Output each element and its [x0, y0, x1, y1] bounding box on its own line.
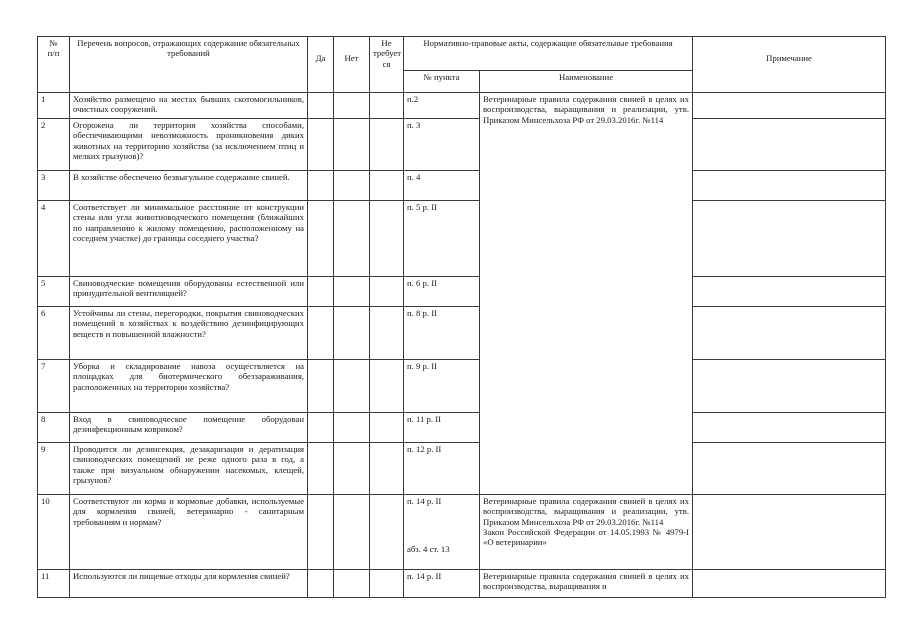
table-row	[38, 171, 886, 201]
answer-yes-cell[interactable]	[308, 93, 334, 119]
checklist-table	[37, 36, 886, 598]
row-num: 4	[38, 201, 70, 277]
table-row	[38, 201, 886, 277]
row-question: Хозяйство размещено на местах бывших скотомогильников, очистных сооружений.	[70, 93, 308, 119]
note-cell[interactable]	[693, 307, 886, 360]
act-name-vet-rules: Ветеринарные правила содержания свиней в целях их воспроизводства, выращивания и реализации, утв. Приказом Минсельхоза РФ от 29.03.2016г. №114	[483, 496, 689, 527]
act-name-cell: Ветеринарные правила содержания свиней в целях их воспроизводства, выращивания и	[480, 570, 693, 598]
act-name-cell: Ветеринарные правила содержания свиней в целях их воспроизводства, выращивания и реализации, утв. Приказом Минсельхоза РФ от 29.03.2016г. №114	[480, 93, 693, 495]
answer-not-required-cell[interactable]	[370, 443, 404, 495]
row-question: Проводится ли дезинсекция, дезакаризация и дератизация свиноводческих помещений не реже одного раза в год, а также при визуальном обнаружении насекомых, клещей, грызунов?	[70, 443, 308, 495]
row-point: п.2	[404, 93, 480, 119]
row-num: 6	[38, 307, 70, 360]
answer-yes-cell[interactable]	[308, 119, 334, 171]
answer-no-cell[interactable]	[334, 201, 370, 277]
header-row	[38, 37, 886, 71]
row-num: 1	[38, 93, 70, 119]
answer-not-required-cell[interactable]	[370, 307, 404, 360]
answer-yes-cell[interactable]	[308, 171, 334, 201]
row-num: 3	[38, 171, 70, 201]
table-row	[38, 495, 886, 570]
row-point: п. 3	[404, 119, 480, 171]
row-point: п. 12 р. II	[404, 443, 480, 495]
answer-not-required-cell[interactable]	[370, 570, 404, 598]
table-row	[38, 570, 886, 598]
note-cell[interactable]	[693, 277, 886, 307]
row-num: 2	[38, 119, 70, 171]
answer-no-cell[interactable]	[334, 93, 370, 119]
row-num: 11	[38, 570, 70, 598]
header-question: Перечень вопросов, отражающих содержание обязательных требований	[70, 37, 308, 93]
answer-not-required-cell[interactable]	[370, 360, 404, 413]
answer-no-cell[interactable]	[334, 570, 370, 598]
row-num: 7	[38, 360, 70, 413]
header-acts: Нормативно-правовые акты, содержащие обязательные требования	[404, 37, 693, 71]
row-question: Используются ли пищевые отходы для кормления свиней?	[70, 570, 308, 598]
answer-no-cell[interactable]	[334, 119, 370, 171]
header-num: № п/п	[38, 37, 70, 93]
row-question: Соответствует ли минимальное расстояние от конструкции стены или угла животноводческого помещения (ближайших по направлению к жилому помещению, расположенному на соседнем участке) до границы соседнего участка?	[70, 201, 308, 277]
note-cell[interactable]	[693, 171, 886, 201]
table-row	[38, 413, 886, 443]
answer-yes-cell[interactable]	[308, 360, 334, 413]
row-question: В хозяйстве обеспечено безвыгульное содержание свиней.	[70, 171, 308, 201]
answer-no-cell[interactable]	[334, 443, 370, 495]
answer-no-cell[interactable]	[334, 171, 370, 201]
note-cell[interactable]	[693, 201, 886, 277]
table-row	[38, 119, 886, 171]
row-point: п. 11 р. II	[404, 413, 480, 443]
answer-not-required-cell[interactable]	[370, 277, 404, 307]
row-point-cell	[404, 495, 480, 570]
answer-yes-cell[interactable]	[308, 495, 334, 570]
header-note: Примечание	[693, 37, 886, 93]
table-row	[38, 360, 886, 413]
note-cell[interactable]	[693, 360, 886, 413]
header-not-required: Не требует ся	[370, 37, 404, 93]
act-name-vet-law: Закон Российской Федерации от 14.05.1993 № 4979-I «О ветеринарии»	[483, 526, 689, 548]
row-question: Свиноводческие помещения оборудованы естественной или принудительной вентиляцией?	[70, 277, 308, 307]
answer-not-required-cell[interactable]	[370, 495, 404, 570]
header-point: № пункта	[404, 71, 480, 93]
answer-no-cell[interactable]	[334, 307, 370, 360]
answer-not-required-cell[interactable]	[370, 119, 404, 171]
note-cell[interactable]	[693, 413, 886, 443]
answer-no-cell[interactable]	[334, 277, 370, 307]
row-question: Вход в свиноводческое помещение оборудован дезинфекционным ковриком?	[70, 413, 308, 443]
answer-no-cell[interactable]	[334, 495, 370, 570]
note-cell[interactable]	[693, 119, 886, 171]
answer-not-required-cell[interactable]	[370, 93, 404, 119]
answer-not-required-cell[interactable]	[370, 171, 404, 201]
note-cell[interactable]	[693, 495, 886, 570]
row-num: 10	[38, 495, 70, 570]
answer-no-cell[interactable]	[334, 360, 370, 413]
note-cell[interactable]	[693, 443, 886, 495]
table-row	[38, 93, 886, 119]
row-question: Соответствуют ли корма и кормовые добавки, используемые для кормления свиней, ветеринарно - санитарным требованиям и нормам?	[70, 495, 308, 570]
row-point-secondary: абз. 4 ст. 13	[407, 544, 450, 555]
row-point: п. 9 р. II	[404, 360, 480, 413]
answer-no-cell[interactable]	[334, 413, 370, 443]
row-question: Огорожена ли территория хозяйства способами, обеспечивающими невозможность проникновения диких животных на территорию хозяйства (за исключением птиц и мелких грызунов)?	[70, 119, 308, 171]
row-point: п. 14 р. II	[407, 496, 442, 506]
answer-yes-cell[interactable]	[308, 570, 334, 598]
answer-not-required-cell[interactable]	[370, 201, 404, 277]
answer-not-required-cell[interactable]	[370, 413, 404, 443]
header-yes: Да	[308, 37, 334, 93]
answer-yes-cell[interactable]	[308, 307, 334, 360]
answer-yes-cell[interactable]	[308, 413, 334, 443]
row-point: п. 5 р. II	[404, 201, 480, 277]
table-row	[38, 307, 886, 360]
row-num: 9	[38, 443, 70, 495]
table-row	[38, 443, 886, 495]
row-num: 8	[38, 413, 70, 443]
row-question: Уборка и складирование навоза осуществляется на площадках для биотермического обеззараживания, расположенных на территории хозяйства?	[70, 360, 308, 413]
header-no: Нет	[334, 37, 370, 93]
act-name-cell	[480, 495, 693, 570]
note-cell[interactable]	[693, 93, 886, 119]
header-name: Наименование	[480, 71, 693, 93]
answer-yes-cell[interactable]	[308, 443, 334, 495]
point-spacer	[407, 506, 476, 544]
row-point: п. 6 р. II	[404, 277, 480, 307]
answer-yes-cell[interactable]	[308, 277, 334, 307]
row-num: 5	[38, 277, 70, 307]
note-cell[interactable]	[693, 570, 886, 598]
row-point: п. 14 р. II	[404, 570, 480, 598]
row-point: п. 8 р. II	[404, 307, 480, 360]
table-row	[38, 277, 886, 307]
row-point: п. 4	[404, 171, 480, 201]
row-question: Устойчивы ли стены, перегородки, покрытия свиноводческих помещений в хозяйствах к воздействию дезинфицирующих веществ и повышенной влажности?	[70, 307, 308, 360]
answer-yes-cell[interactable]	[308, 201, 334, 277]
